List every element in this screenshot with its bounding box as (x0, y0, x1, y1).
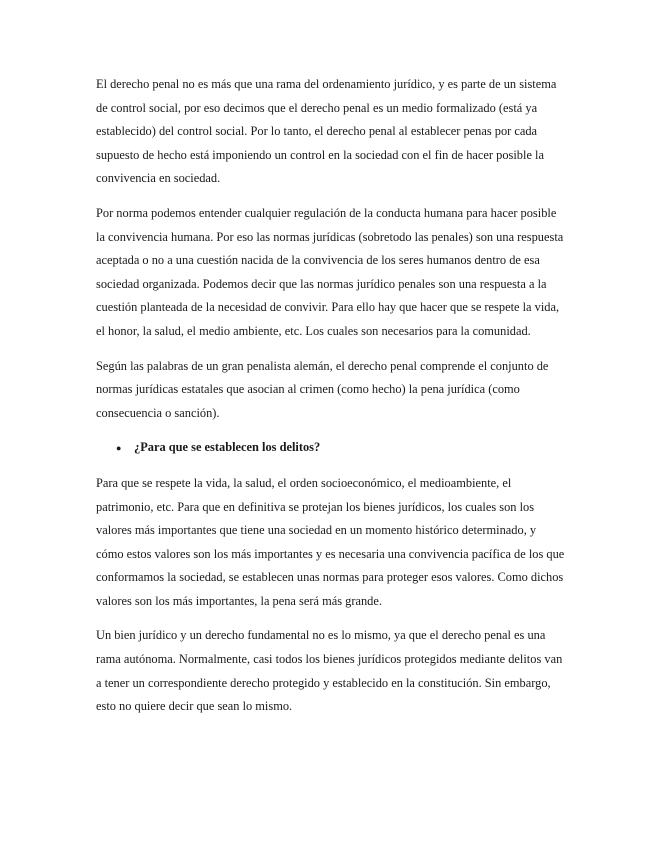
bullet-heading-text: ¿Para que se establecen los delitos? (134, 440, 321, 455)
bullet-icon: ● (116, 443, 122, 454)
bullet-heading (96, 436, 566, 461)
paragraph-norma-definicion: Por norma podemos entender cualquier regulación de la conducta humana para hacer posible la convivencia humana. Por eso las normas jurídicas (sobretodo las penales) son una respuesta aceptada o no a una cuestión nacida de la convivencia de los seres humanos dentro de esa sociedad organizada. Podemos decir que las normas jurídico penales son una respuesta a la cuestión planteada de la necesidad de convivir. Para ello hay que hacer que se respete la vida, el honor, la salud, el medio ambiente, etc. Los cuales son necesarios para la comunidad. (96, 205, 564, 338)
document-body (96, 73, 566, 730)
paragraph-bienes-juridicos: Para que se respete la vida, la salud, el orden socioeconómico, el medioambiente, el patrimonio, etc. Para que en definitiva se protejan los bienes jurídicos, los cuales son los valores más importantes que tiene una sociedad en un momento histórico determinado, y cómo estos valores son los más importantes y es necesaria una convivencia pacífica de los que conformamos la sociedad, se establecen unas normas para proteger esos valores. Como dichos valores son los más importantes, la pena será más grande. (96, 475, 565, 608)
paragraph-bien-juridico-vs-derecho: Un bien jurídico y un derecho fundamental no es lo mismo, ya que el derecho penal es una rama autónoma. Normalmente, casi todos los bienes jurídicos protegidos mediante delitos van a tener un correspondiente derecho protegido y establecido en la constitución. Sin embargo, esto no quiere decir que sean lo mismo. (96, 628, 563, 714)
paragraph-derecho-penal-definicion: El derecho penal no es más que una rama del ordenamiento jurídico, y es parte de un sistema de control social, por eso decimos que el derecho penal es un medio formalizado (está ya establecido) del control social. Por lo tanto, el derecho penal al establecer penas por cada supuesto de hecho está imponiendo un control en la sociedad con el fin de hacer posible la convivencia en sociedad. (96, 77, 557, 186)
paragraph-penalista-aleman: Según las palabras de un gran penalista alemán, el derecho penal comprende el conjunto de normas jurídicas estatales que asocian al crimen (como hecho) la pena jurídica (como consecuencia o sanción). (96, 358, 549, 420)
